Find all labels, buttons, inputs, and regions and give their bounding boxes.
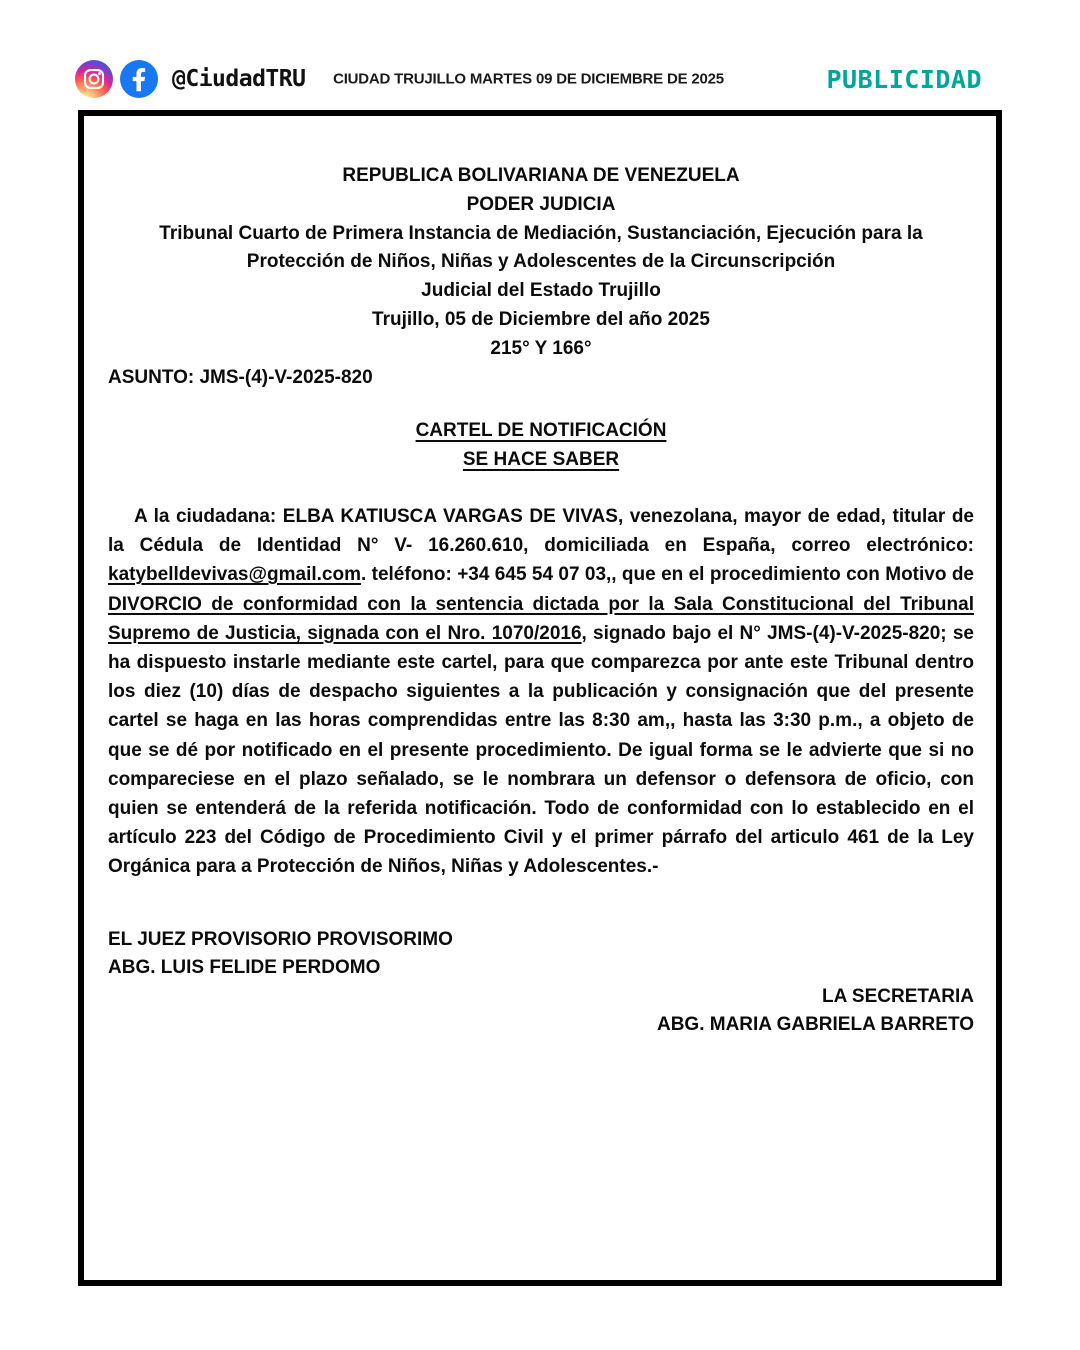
- heading-line: Tribunal Cuarto de Primera Instancia de Mediación, Sustanciación, Ejecución para la: [159, 222, 923, 244]
- body-segment: , signado bajo el N° JMS-(4)-V-2025-820; se ha dispuesto instarle mediante este cartel, para que comparezca por ante este Tribunal dentro los diez (10) días de despacho siguientes a la publicación y consignación que del presente cartel se haga en las horas comprendidas entre las 8:30 am,, hasta las 3:30 p.m., a objeto de que se dé por notificado en el presente procedimiento. De igual forma se le advierte que si no compareciese en el plazo señalado, se le nombrara un defensor o defensora de oficio, con quien se entenderá de la referida notificación. Todo de conformidad con lo establecido en el artículo 223 del Código de Procedimiento Civil y el primer párrafo del articulo 461 de la Ley Orgánica para a Protección de Niños, Niñas y Adolescentes.-: [108, 622, 974, 878]
- document-heading: [108, 162, 974, 364]
- edition-dateline: CIUDAD TRUJILLO MARTES 09 DE DICIEMBRE DE 2025: [333, 70, 724, 88]
- secretary-name: ABG. MARIA GABRIELA BARRETO: [656, 1014, 974, 1036]
- judge-signature-block: [108, 926, 974, 983]
- heading-line: Protección de Niños, Niñas y Adolescentes de la Circunscripción: [246, 251, 836, 273]
- social-handle: @CiudadTRU: [172, 66, 306, 92]
- publicity-header: [75, 59, 982, 99]
- judge-title: EL JUEZ PROVISORIO PROVISORIMO: [108, 928, 453, 950]
- heading-line: REPUBLICA BOLIVARIANA DE VENEZUELA: [342, 165, 740, 186]
- body-underlined-segment: katybelldevivas@gmail.com: [108, 564, 361, 586]
- facebook-icon: [120, 60, 158, 98]
- notification-body: [108, 502, 974, 882]
- social-icons: [75, 60, 158, 98]
- heading-line: Trujillo, 05 de Diciembre del año 2025: [372, 308, 710, 330]
- notification-titles: [108, 417, 974, 475]
- judge-name: ABG. LUIS FELIDE PERDOMO: [108, 957, 381, 979]
- body-segment: . teléfono: +34 645 54 07 03,, que en el procedimiento con Motivo de: [360, 564, 974, 586]
- heading-line: PODER JUDICIA: [466, 193, 616, 215]
- body-underlined-segment: DIVORCIO de conformidad con la sentencia dictada por la Sala Constitucional del Tribunal Supremo de Justicia, signada con el Nro. 1070/2016: [108, 593, 974, 644]
- notification-title: CARTEL DE NOTIFICACIÓN: [415, 420, 667, 442]
- notification-document: [78, 110, 1002, 1286]
- secretary-signature-block: [108, 983, 974, 1040]
- publicidad-label: PUBLICIDAD: [826, 64, 982, 94]
- body-segment: A la ciudadana: ELBA KATIUSCA VARGAS DE VIVAS, venezolana, mayor de edad, titular de la Cédula de Identidad N° V- 16.260.610, domiciliada en España, correo electrónico:: [108, 505, 974, 557]
- heading-line: Judicial del Estado Trujillo: [421, 280, 661, 302]
- case-number: ASUNTO: JMS-(4)-V-2025-820: [108, 366, 373, 388]
- heading-line: 215° Y 166°: [490, 337, 592, 359]
- notification-subtitle: SE HACE SABER: [462, 449, 620, 471]
- instagram-icon: [75, 60, 113, 98]
- secretary-title: LA SECRETARIA: [822, 985, 974, 1007]
